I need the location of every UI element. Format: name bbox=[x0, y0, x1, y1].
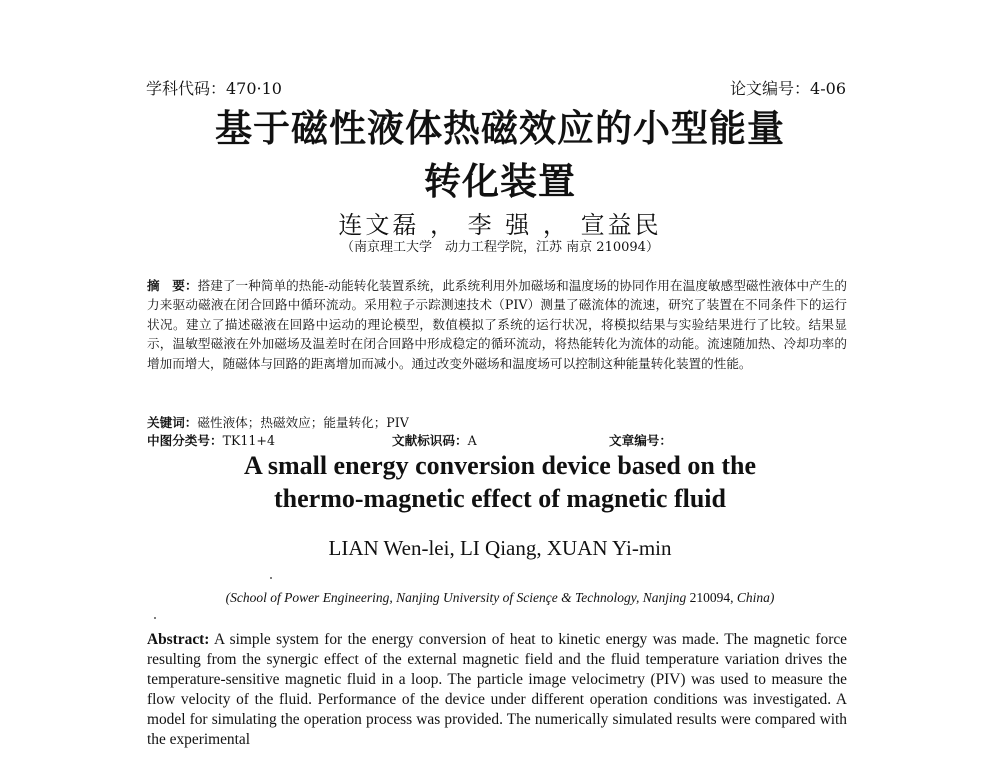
chinese-abstract-label: 摘 要： bbox=[147, 278, 198, 293]
header-row bbox=[146, 76, 846, 100]
doc-code-value: A bbox=[467, 433, 477, 448]
english-abstract-label: Abstract: bbox=[147, 631, 210, 648]
scan-speck bbox=[154, 617, 156, 619]
clc-value: TK11+4 bbox=[222, 433, 275, 448]
article-number-label: 文章编号： bbox=[609, 433, 672, 448]
english-affiliation-country: China) bbox=[736, 590, 775, 605]
english-authors: LIAN Wen-lei, LI Qiang, XUAN Yi-min bbox=[328, 536, 672, 560]
chinese-abstract-text: 搭建了一种简单的热能-动能转化装置系统，此系统利用外加磁场和温度场的协同作用在温度敏感型磁性液体中产生的力来驱动磁液在闭合回路中循环流动。采用粒子示踪测速技术（PIV）测量了磁流体的流速，研究了装置在不同条件下的运行状况。建立了描述磁液在回路中运动的理论模型，数值模拟了系统的运行状况，将模拟结果与实验结果进行了比较。结果显示，温敏型磁液在外加磁场及温差时在闭合回路中形成稳定的循环流动，将热能转化为流体的动能。流速随加热、冷却功率的增加而增大，随磁体与回路的距离增加而减小。通过改变外磁场和温度场可以控制这种能量转化装置的性能。 bbox=[147, 278, 848, 371]
keywords-label: 关键词： bbox=[147, 415, 198, 430]
doc-code-label: 文献标识码： bbox=[392, 433, 468, 448]
english-title-line-1: A small energy conversion device based on the bbox=[243, 451, 757, 480]
chinese-title-line-1: 基于磁性液体热磁效应的小型能量 bbox=[215, 106, 785, 150]
english-abstract-text: A simple system for the energy conversion of heat to kinetic energy was made. The magnetic force resulting from the synergic effect of the external magnetic field and the fluid temperature variation drives the temperature-sensitive magnetic fluid in a loop. The particle image velocimetry (PIV) was used to measure the flow velocity of the fluid. Performance of the device under different operation conditions was investigated. A model for simulating the operation process was provided. The numerically simulated results were compared with the experimental bbox=[147, 631, 848, 748]
chinese-authors: 连文磊 ， 李 强 ， 宣益民 bbox=[338, 211, 662, 239]
english-affiliation bbox=[0, 590, 1000, 606]
keywords-text: 磁性液体；热磁效应；能量转化；PIV bbox=[197, 415, 409, 430]
scan-speck bbox=[270, 577, 272, 579]
chinese-abstract bbox=[147, 276, 847, 373]
classification-row bbox=[147, 430, 847, 448]
english-affiliation-italic: (School of Power Engineering, Nanjing University of Sciençe & Technology, Nanjing bbox=[225, 590, 687, 605]
article-number bbox=[609, 430, 672, 449]
english-affiliation-plain: 210094, bbox=[686, 590, 737, 605]
english-title-line-2: thermo-magnetic effect of magnetic fluid bbox=[274, 484, 726, 513]
paper-number: 论文编号：4-06 bbox=[730, 79, 846, 98]
subject-code: 学科代码：470·10 bbox=[146, 79, 282, 98]
chinese-affiliation: （南京理工大学 动力工程学院，江苏 南京 210094） bbox=[341, 240, 659, 255]
clc-number bbox=[147, 430, 275, 449]
clc-label: 中图分类号： bbox=[147, 433, 223, 448]
document-code bbox=[392, 430, 477, 449]
english-abstract bbox=[147, 630, 847, 750]
chinese-title-line-2: 转化装置 bbox=[424, 159, 576, 203]
chinese-keywords bbox=[147, 412, 409, 431]
